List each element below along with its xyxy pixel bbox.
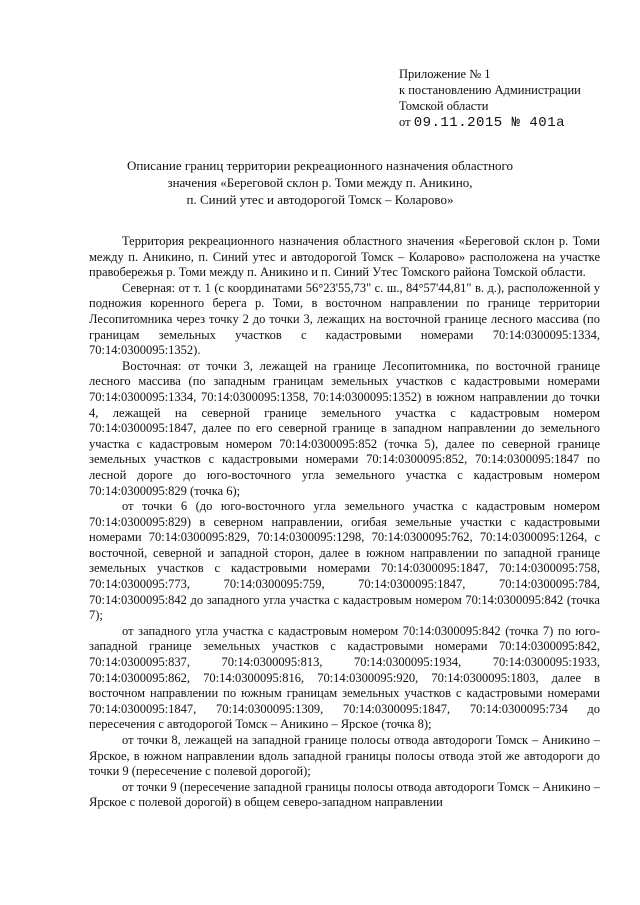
paragraph-point-6: от точки 6 (до юго-восточного угла земельного участка с кадастровым номером 70:14:0300095:829) в северном направлении, огибая земельные участки с кадастровыми номерами 70:14:0300095:829, 70:14:0300095:1298, 70:14:0300095:762, 70:14:0300095:1264, с восточной, северной и западной сторон, далее в южном направлении по западной границе земельных участков с кадастровыми номерами 70:14:0300095:1847, 70:14:0300095:758, 70:14:0300095:773, 70:14:0300095:759, 70:14:0300095:1847, 70:14:0300095:784, 70:14:0300095:842 до западного угла участка с кадастровым номером 70:14:0300095:842 (точка 7); [89,499,600,623]
appendix-date-line [399,114,581,131]
appendix-region: Томской области [399,99,489,113]
appendix-header [399,66,581,131]
appendix-date-value: 09.11.2015 № 401а [413,115,566,131]
paragraph-point-8: от точки 8, лежащей на западной границе полосы отвода автодороги Томск – Аникино – Ярское, в южном направлении вдоль западной границы полосы отвода этой же автодороги до точки 9 (пересечение с полевой дорогой); [89,733,600,779]
title-line-1: Описание границ территории рекреационного назначения областного [126,158,514,173]
paragraph-east-border: Восточная: от точки 3, лежащей на границе Лесопитомника, по восточной границе лесного массива (по западным границам земельных участков с кадастровыми номерами 70:14:0300095:1334, 70:14:0300095:1358, 70:14:0300095:1352) в южном направлении до точки 4, лежащей на северной границе земельного участка с кадастровым номером 70:14:0300095:1847, далее по его северной границе в западном направлении до земельного участка с кадастровым номером 70:14:0300095:852 (точка 5), далее по северной границе земельных участков с кадастровыми номерами 70:14:0300095:852, 70:14:0300095:1847 по лесной дороге до юго-восточного угла земельного участка с кадастровым номером 70:14:0300095:829 (точка 6); [89,358,600,498]
appendix-date-prefix: от [399,115,414,129]
paragraph-north-border: Северная: от т. 1 (с координатами 56°23'55,73" с. ш., 84°57'44,81" в. д.), расположенной у подножия коренного берега р. Томи, в восточном направлении по границе территории Лесопитомника через точку 2 до точки 3, лежащих на восточной границе лесного массива (по границам земельных участков с кадастровыми номерами 70:14:0300095:1334, 70:14:0300095:1352). [89,280,600,358]
paragraph-intro: Территория рекреационного назначения областного значения «Береговой склон р. Томи между п. Аникино, п. Синий утес и автодорогой Томск – Коларово» расположена на участке правобережья р. Томи между п. Аникино и п. Синий Утес Томского района Томской области. [89,234,600,280]
document-title [100,157,540,208]
document-body [89,234,600,811]
appendix-number: Приложение № 1 [399,67,491,81]
title-line-3: п. Синий утес и автодорогой Томск – Коларово» [186,192,454,207]
paragraph-point-7: от западного угла участка с кадастровым номером 70:14:0300095:842 (точка 7) по юго-западной границе земельных участков с кадастровыми номерами 70:14:0300095:842, 70:14:0300095:837, 70:14:0300095:813, 70:14:0300095:1934, 70:14:0300095:1933, 70:14:0300095:862, 70:14:0300095:816, 70:14:0300095:920, 70:14:0300095:1803, далее в восточном направлении по южным границам земельных участков с кадастровыми номерами 70:14:0300095:1847, 70:14:0300095:1309, 70:14:0300095:1847, 70:14:0300095:734 до пересечения с автодорогой Томск – Аникино – Ярское (точка 8); [89,623,600,732]
title-line-2: значения «Береговой склон р. Томи между п. Аникино, [167,175,473,190]
appendix-decree-ref: к постановлению Администрации [399,83,581,97]
paragraph-point-9: от точки 9 (пересечение западной границы полосы отвода автодороги Томск – Аникино – Ярское с полевой дорогой) в общем северо-западном направлении [89,779,600,810]
